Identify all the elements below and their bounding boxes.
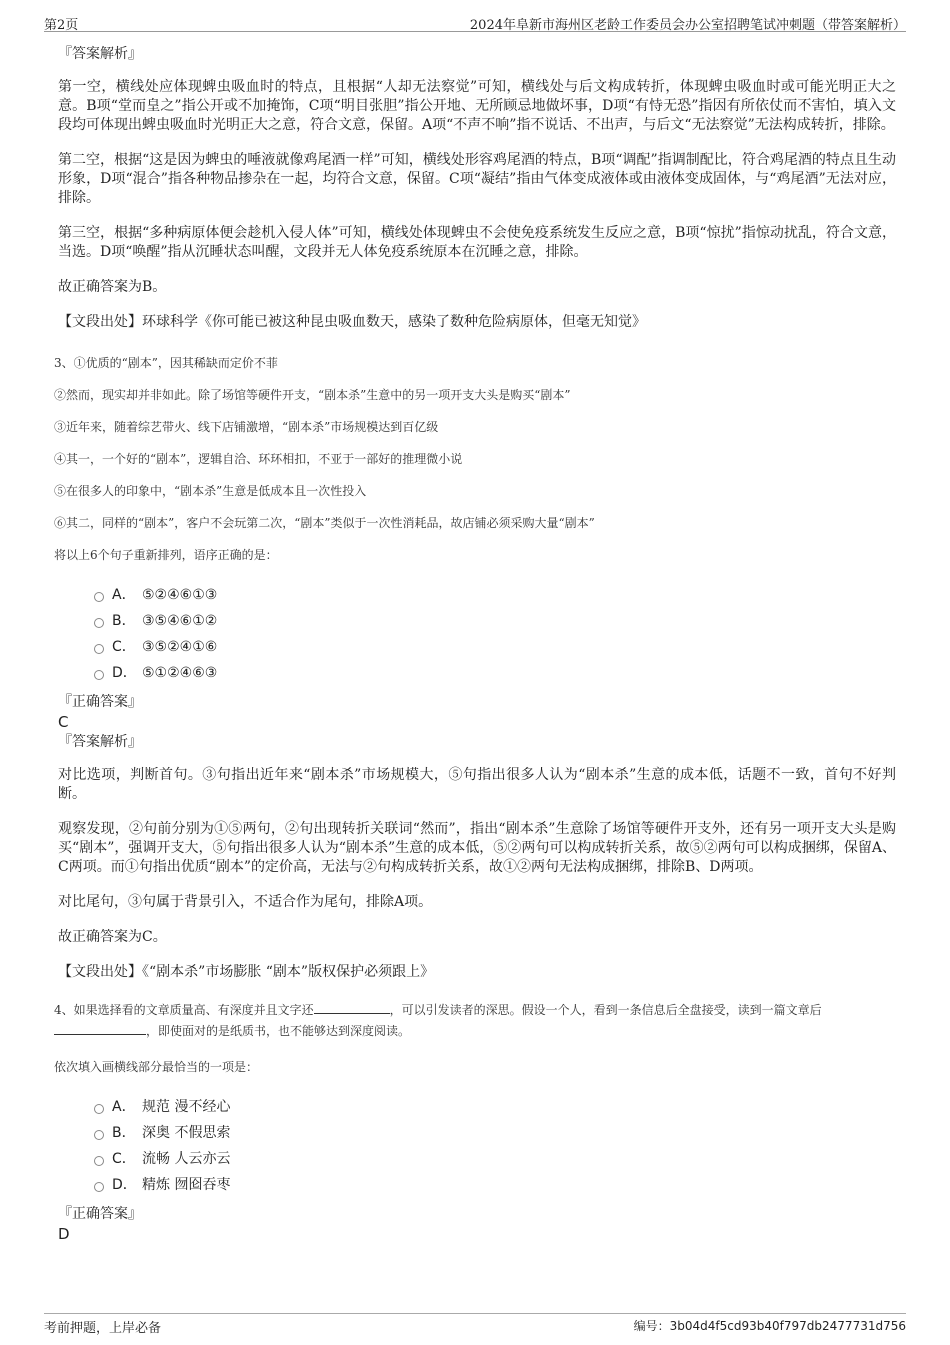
q3-analysis-p2: 观察发现，②句前分别为①⑤两句，②句出现转折关联词“然而”，指出“剧本杀”生意除了场馆等硬件开支外，还有另一项开支大头是购买“剧本”，强调开支大，⑤句指出很多人认为“剧本杀”生意的成本低，⑤②两句可以构成转折关系，故⑤②两句可以构成捆绑，保留A、C两项。而①句指出优质“剧本”的定价高，无法与②句构成转折关系，故①②两句无法构成捆绑，排除B、D两项。 xyxy=(58,821,896,875)
q3-sentence-4: ④其一，一个好的“剧本”，逻辑自洽、环环相扣，不亚于一部好的推理微小说 xyxy=(54,452,463,466)
radio-icon[interactable] xyxy=(94,644,104,654)
q3-option-a[interactable] xyxy=(94,582,896,608)
option-letter: A． xyxy=(112,1099,136,1115)
option-text: ③⑤④⑥①② xyxy=(142,613,218,629)
q4-blank-1 xyxy=(314,1002,390,1014)
q4-options xyxy=(54,1094,896,1198)
q3-correct-label: 『正确答案』 xyxy=(58,694,142,710)
q2-analysis-label: 『答案解析』 xyxy=(58,46,142,62)
q3-analysis-label: 『答案解析』 xyxy=(58,734,142,750)
radio-icon[interactable] xyxy=(94,670,104,680)
q4-prompt: 依次填入画横线部分最恰当的一项是： xyxy=(54,1060,259,1074)
q4-correct-label: 『正确答案』 xyxy=(58,1206,142,1222)
q2-analysis-p1: 第一空，横线处应体现蜱虫吸血时的特点，且根据“人却无法察觉”可知，横线处与后文构成转折，体现蜱虫吸血时或可能光明正大之意。B项“堂而皇之”指公开或不加掩饰，C项“明目张胆”指公开地、无所顾忌地做坏事，D项“有恃无恐”指因有所依仗而不害怕，填入文段均可体现出蜱虫吸血时光明正大之意，符合文意，保留。A项“不声不响”指不说话、不出声，与后文“无法察觉”无法构成转折，排除。 xyxy=(58,79,896,133)
q3-sentence-6: ⑥其二，同样的“剧本”，客户不会玩第二次，“剧本”类似于一次性消耗品，故店铺必须采购大量“剧本” xyxy=(54,516,595,530)
q4-blank-2 xyxy=(54,1023,146,1035)
radio-icon[interactable] xyxy=(94,1104,104,1114)
q4-option-d[interactable] xyxy=(94,1172,896,1198)
q4-stem-part-1: 4、如果选择看的文章质量高、有深度并且文字还 xyxy=(54,1003,314,1017)
q3-analysis-p4: 故正确答案为C。 xyxy=(58,929,167,945)
radio-icon[interactable] xyxy=(94,1130,104,1140)
q3-option-c[interactable] xyxy=(94,634,896,660)
option-text: ⑤②④⑥①③ xyxy=(142,587,218,603)
q3-stem: 3、①优质的“剧本”，因其稀缺而定价不菲 xyxy=(54,356,278,370)
option-letter: C． xyxy=(112,639,136,655)
q3-analysis-p3: 对比尾句，③句属于背景引入，不适合作为尾句，排除A项。 xyxy=(58,894,433,910)
q4-stem-part-3: ，即使面对的是纸质书，也不能够达到深度阅读。 xyxy=(146,1024,411,1038)
radio-icon[interactable] xyxy=(94,592,104,602)
q3-option-b[interactable] xyxy=(94,608,896,634)
q2-source: 【文段出处】环球科学《你可能已被这种昆虫吸血数天，感染了数种危险病原体，但毫无知觉》 xyxy=(58,314,646,330)
radio-icon[interactable] xyxy=(94,618,104,628)
q3-sentence-3: ③近年来，随着综艺带火、线下店铺激增，“剧本杀”市场规模达到百亿级 xyxy=(54,420,439,434)
q3-sentence-5: ⑤在很多人的印象中，“剧本杀”生意是低成本且一次性投入 xyxy=(54,484,367,498)
radio-icon[interactable] xyxy=(94,1156,104,1166)
page-number: 第2页 xyxy=(44,18,79,33)
q3-option-d[interactable] xyxy=(94,660,896,686)
q4-option-b[interactable] xyxy=(94,1120,896,1146)
option-letter: D． xyxy=(112,665,137,681)
option-letter: B． xyxy=(112,613,136,629)
option-letter: D． xyxy=(112,1177,137,1193)
footer-slogan: 考前押题，上岸必备 xyxy=(44,1321,162,1336)
page-footer xyxy=(44,1313,906,1335)
option-letter: B． xyxy=(112,1125,136,1141)
option-text: ⑤①②④⑥③ xyxy=(142,665,218,681)
q4-option-c[interactable] xyxy=(94,1146,896,1172)
q4-option-a[interactable] xyxy=(94,1094,896,1120)
option-text: ③⑤②④①⑥ xyxy=(142,639,218,655)
option-text: 流畅 人云亦云 xyxy=(142,1151,231,1167)
q3-options xyxy=(54,582,896,686)
q3-sentence-2: ②然而，现实却并非如此。除了场馆等硬件开支，“剧本杀”生意中的另一项开支大头是购买“剧本” xyxy=(54,388,571,402)
q4-stem-part-2: ，可以引发读者的深思。假设一个人，看到一条信息后全盘接受，读到一篇文章后 xyxy=(389,1003,822,1017)
radio-icon[interactable] xyxy=(94,1182,104,1192)
page-header xyxy=(44,10,906,32)
document-id: 编号：3b04d4f5cd93b40f797db2477731d756 xyxy=(633,1319,906,1333)
q4-correct-answer: D xyxy=(58,1225,70,1243)
q3-analysis-p1: 对比选项，判断首句。③句指出近年来“剧本杀”市场规模大，⑤句指出很多人认为“剧本杀”生意的成本低，话题不一致，首句不好判断。 xyxy=(58,767,896,802)
q2-analysis-p3: 第三空，根据“多种病原体便会趁机入侵人体”可知，横线处体现蜱虫不会使免疫系统发生反应之意，B项“惊扰”指惊动扰乱，符合文意，当选。D项“唤醒”指从沉睡状态叫醒，文段并无人体免疫系统原本在沉睡之意，排除。 xyxy=(58,225,896,260)
q3-correct-answer: C xyxy=(58,713,69,731)
option-letter: C． xyxy=(112,1151,136,1167)
q3-source: 【文段出处】《“剧本杀”市场膨胀 “剧本”版权保护必须跟上》 xyxy=(58,964,435,980)
q4-stem xyxy=(54,1000,896,1042)
option-text: 精炼 囫囵吞枣 xyxy=(142,1177,231,1193)
page-content xyxy=(54,44,896,1244)
option-letter: A． xyxy=(112,587,136,603)
q2-analysis-p2: 第二空，根据“这是因为蜱虫的唾液就像鸡尾酒一样”可知，横线处形容鸡尾酒的特点，B项“调配”指调制配比，符合鸡尾酒的特点且生动形象，D项“混合”指各种物品掺杂在一起，均符合文意，保留。C项“凝结”指由气体变成液体或由液体变成固体，与“鸡尾酒”无法对应，排除。 xyxy=(58,152,896,206)
document-title: 2024年阜新市海州区老龄工作委员会办公室招聘笔试冲刺题（带答案解析） xyxy=(469,18,906,33)
q2-analysis-p4: 故正确答案为B。 xyxy=(58,279,167,295)
option-text: 深奥 不假思索 xyxy=(142,1125,231,1141)
q3-prompt: 将以上6个句子重新排列，语序正确的是： xyxy=(54,548,278,562)
option-text: 规范 漫不经心 xyxy=(142,1099,231,1115)
